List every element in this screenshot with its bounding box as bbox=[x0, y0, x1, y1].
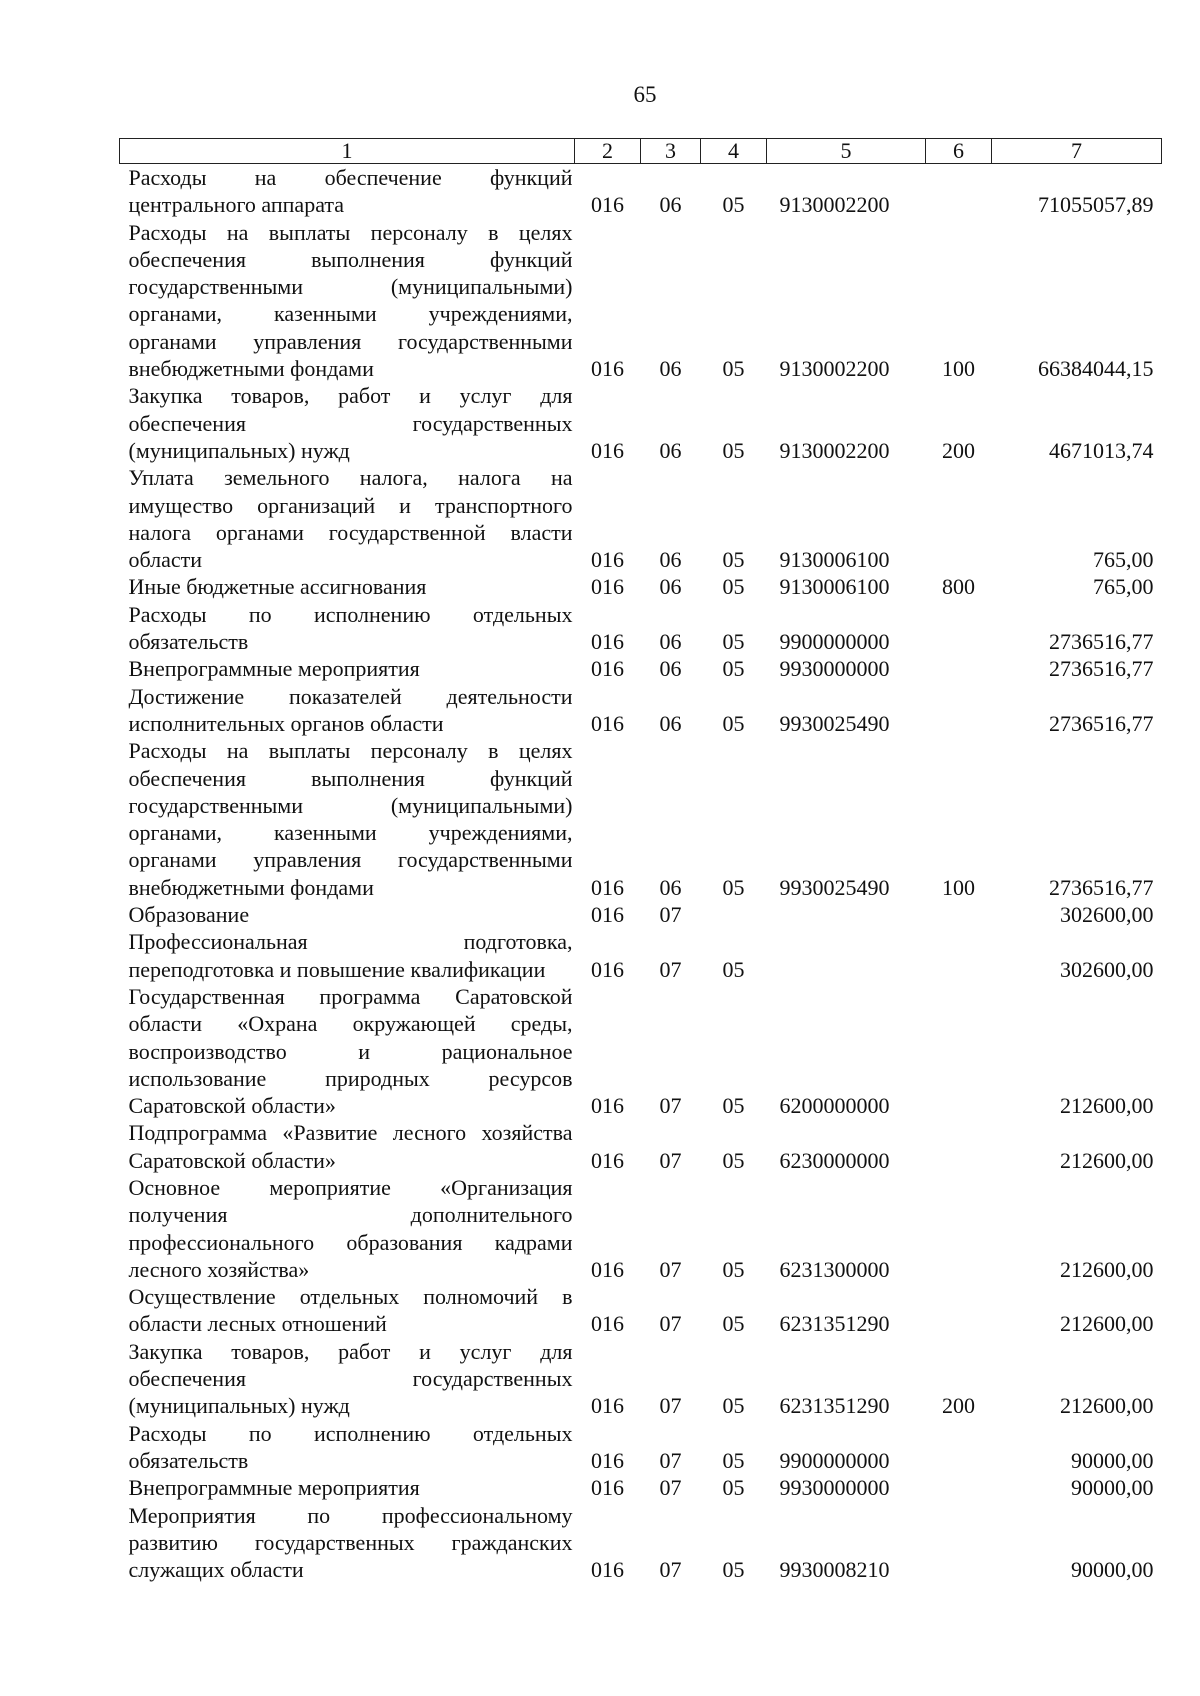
row-code-5: 6231351290 bbox=[779, 1311, 890, 1337]
row-code-2: 016 bbox=[591, 1447, 624, 1473]
row-code-5: 9130002200 bbox=[779, 192, 890, 218]
row-code-2: 016 bbox=[591, 1093, 624, 1119]
row-code-5 bbox=[767, 901, 926, 928]
row-code-2: 016 bbox=[591, 1557, 624, 1583]
budget-table bbox=[119, 138, 1162, 1583]
row-code-4: 05 bbox=[722, 437, 745, 463]
row-code-2: 016 bbox=[591, 574, 624, 600]
row-amount: 302600,00 bbox=[1060, 902, 1154, 928]
row-code-5: 9130002200 bbox=[779, 437, 890, 463]
row-code-3: 07 bbox=[659, 1147, 682, 1173]
table-row bbox=[120, 382, 1162, 464]
header-row bbox=[120, 139, 1162, 164]
row-name: Государственная программа Саратовской области «Охрана окружающей среды, воспроизводство и рациональное использование природных ресурсов Саратовской области» bbox=[128, 983, 573, 1119]
row-code-3: 06 bbox=[659, 656, 682, 682]
row-code-2: 016 bbox=[591, 192, 624, 218]
row-code-6: 200 bbox=[942, 437, 975, 463]
row-code-4: 05 bbox=[722, 356, 745, 382]
row-code-4: 05 bbox=[722, 629, 745, 655]
row-amount: 2736516,77 bbox=[1049, 656, 1154, 682]
table-row bbox=[120, 1420, 1162, 1475]
row-code-6 bbox=[926, 1474, 992, 1501]
row-code-4: 05 bbox=[722, 1147, 745, 1173]
row-code-2: 016 bbox=[591, 629, 624, 655]
row-code-4: 05 bbox=[722, 956, 745, 982]
row-code-5: 6230000000 bbox=[779, 1147, 890, 1173]
row-code-4: 05 bbox=[722, 874, 745, 900]
row-name: Образование bbox=[128, 902, 250, 928]
row-name: Профессиональная подготовка, переподготовка и повышение квалификации bbox=[128, 929, 573, 982]
table-row bbox=[120, 901, 1162, 928]
row-code-6 bbox=[926, 901, 992, 928]
header-col-7: 7 bbox=[992, 139, 1162, 164]
row-code-6 bbox=[926, 1174, 992, 1283]
row-code-2: 016 bbox=[591, 547, 624, 573]
row-amount: 302600,00 bbox=[1060, 956, 1154, 982]
row-name: Подпрограмма «Развитие лесного хозяйства Саратовской области» bbox=[128, 1120, 573, 1173]
row-amount: 2736516,77 bbox=[1049, 710, 1154, 736]
table-row bbox=[120, 1174, 1162, 1283]
row-amount: 2736516,77 bbox=[1049, 874, 1154, 900]
row-amount: 765,00 bbox=[1093, 547, 1154, 573]
row-code-3: 07 bbox=[659, 1311, 682, 1337]
row-code-4: 05 bbox=[722, 1256, 745, 1282]
row-code-3: 06 bbox=[659, 437, 682, 463]
row-code-4: 05 bbox=[722, 1311, 745, 1337]
row-code-6: 100 bbox=[942, 356, 975, 382]
table-body bbox=[120, 164, 1162, 1584]
row-amount: 66384044,15 bbox=[1038, 356, 1154, 382]
row-code-6 bbox=[926, 464, 992, 573]
row-code-5: 6231300000 bbox=[779, 1256, 890, 1282]
row-name: Закупка товаров, работ и услуг для обеспечения государственных (муниципальных) нужд bbox=[128, 1338, 573, 1419]
row-code-2: 016 bbox=[591, 356, 624, 382]
table-row bbox=[120, 1502, 1162, 1584]
row-code-5: 9130006100 bbox=[779, 574, 890, 600]
row-code-4: 05 bbox=[722, 574, 745, 600]
row-code-5: 9130006100 bbox=[779, 547, 890, 573]
header-col-2: 2 bbox=[575, 139, 641, 164]
row-amount: 90000,00 bbox=[1071, 1447, 1154, 1473]
row-name: Основное мероприятие «Организация получения дополнительного профессионального образования кадрами лесного хозяйства» bbox=[128, 1174, 573, 1282]
row-name: Осуществление отдельных полномочий в области лесных отношений bbox=[128, 1284, 573, 1337]
table-row bbox=[120, 1283, 1162, 1338]
row-name: Расходы на выплаты персоналу в целях обеспечения выполнения функций государственными (муниципальными) органами, казенными учреждениями, органами управления государственными внебюджетными фондами bbox=[128, 738, 573, 900]
row-name: Иные бюджетные ассигнования bbox=[128, 574, 427, 600]
row-name: Мероприятия по профессиональному развитию государственных гражданских служащих области bbox=[128, 1502, 573, 1583]
table-row bbox=[120, 1119, 1162, 1174]
row-amount: 765,00 bbox=[1093, 574, 1154, 600]
row-code-5: 9900000000 bbox=[779, 629, 890, 655]
header-col-5: 5 bbox=[767, 139, 926, 164]
row-code-6 bbox=[926, 928, 992, 983]
row-code-4: 05 bbox=[722, 1093, 745, 1119]
header-col-4: 4 bbox=[701, 139, 767, 164]
row-code-4: 05 bbox=[722, 1393, 745, 1419]
row-code-4: 05 bbox=[722, 192, 745, 218]
table-row bbox=[120, 1474, 1162, 1501]
page-number: 65 bbox=[633, 82, 657, 107]
row-code-3: 07 bbox=[659, 1475, 682, 1501]
row-code-3: 07 bbox=[659, 1557, 682, 1583]
table-row bbox=[120, 928, 1162, 983]
row-code-5: 9900000000 bbox=[779, 1447, 890, 1473]
row-code-3: 06 bbox=[659, 574, 682, 600]
header-col-3: 3 bbox=[641, 139, 701, 164]
row-code-4 bbox=[701, 901, 767, 928]
row-code-2: 016 bbox=[591, 1256, 624, 1282]
row-amount: 90000,00 bbox=[1071, 1557, 1154, 1583]
row-code-6 bbox=[926, 601, 992, 656]
row-code-6 bbox=[926, 683, 992, 738]
row-code-3: 06 bbox=[659, 547, 682, 573]
row-name: Расходы на обеспечение функций центрального аппарата bbox=[128, 165, 573, 218]
row-code-3: 07 bbox=[659, 1393, 682, 1419]
row-code-3: 06 bbox=[659, 629, 682, 655]
row-amount: 212600,00 bbox=[1060, 1093, 1154, 1119]
row-code-2: 016 bbox=[591, 956, 624, 982]
row-code-4: 05 bbox=[722, 656, 745, 682]
row-code-3: 07 bbox=[659, 902, 682, 928]
row-code-5: 9930025490 bbox=[779, 710, 890, 736]
row-code-6 bbox=[926, 164, 992, 219]
row-code-2: 016 bbox=[591, 656, 624, 682]
row-name: Внепрограммные мероприятия bbox=[128, 656, 420, 682]
row-code-3: 07 bbox=[659, 956, 682, 982]
row-code-6: 100 bbox=[942, 874, 975, 900]
row-code-6 bbox=[926, 655, 992, 682]
table-row bbox=[120, 1338, 1162, 1420]
row-name: Расходы по исполнению отдельных обязательств bbox=[128, 601, 573, 655]
row-code-3: 06 bbox=[659, 356, 682, 382]
row-amount: 2736516,77 bbox=[1049, 629, 1154, 655]
row-code-6 bbox=[926, 1119, 992, 1174]
row-code-2: 016 bbox=[591, 874, 624, 900]
table-row bbox=[120, 573, 1162, 600]
row-code-2: 016 bbox=[591, 902, 624, 928]
row-code-5: 9130002200 bbox=[779, 356, 890, 382]
row-amount: 212600,00 bbox=[1060, 1311, 1154, 1337]
row-code-3: 07 bbox=[659, 1093, 682, 1119]
row-code-2: 016 bbox=[591, 1147, 624, 1173]
table-row bbox=[120, 464, 1162, 573]
header-col-6: 6 bbox=[926, 139, 992, 164]
row-code-4: 05 bbox=[722, 547, 745, 573]
row-name: Расходы на выплаты персоналу в целях обеспечения выполнения функций государственными (муниципальными) органами, казенными учреждениями, органами управления государственными внебюджетными фондами bbox=[128, 219, 573, 382]
row-amount: 4671013,74 bbox=[1049, 437, 1154, 463]
row-code-2: 016 bbox=[591, 437, 624, 463]
row-code-3: 07 bbox=[659, 1447, 682, 1473]
table-row bbox=[120, 983, 1162, 1119]
row-code-6 bbox=[926, 1420, 992, 1475]
row-code-4: 05 bbox=[722, 1475, 745, 1501]
row-code-3: 07 bbox=[659, 1256, 682, 1282]
row-code-3: 06 bbox=[659, 192, 682, 218]
table-row bbox=[120, 601, 1162, 656]
row-name: Расходы по исполнению отдельных обязательств bbox=[128, 1420, 573, 1473]
table-row bbox=[120, 737, 1162, 901]
row-code-4: 05 bbox=[722, 1557, 745, 1583]
table-row bbox=[120, 164, 1162, 219]
row-amount: 71055057,89 bbox=[1038, 192, 1154, 218]
row-code-4: 05 bbox=[722, 1447, 745, 1473]
row-amount: 212600,00 bbox=[1060, 1147, 1154, 1173]
row-code-6 bbox=[926, 1283, 992, 1338]
row-code-2: 016 bbox=[591, 1311, 624, 1337]
row-code-5: 9930000000 bbox=[779, 1475, 890, 1501]
table-row bbox=[120, 219, 1162, 383]
row-code-5 bbox=[767, 928, 926, 983]
row-amount: 90000,00 bbox=[1071, 1475, 1154, 1501]
row-name: Достижение показателей деятельности исполнительных органов области bbox=[128, 683, 573, 736]
row-name: Закупка товаров, работ и услуг для обеспечения государственных (муниципальных) нужд bbox=[128, 383, 573, 463]
row-code-5: 9930000000 bbox=[779, 656, 890, 682]
table-row bbox=[120, 655, 1162, 682]
row-code-5: 6231351290 bbox=[779, 1393, 890, 1419]
row-amount: 212600,00 bbox=[1060, 1393, 1154, 1419]
row-code-6 bbox=[926, 983, 992, 1119]
table-header bbox=[120, 139, 1162, 164]
row-code-2: 016 bbox=[591, 710, 624, 736]
row-amount: 212600,00 bbox=[1060, 1256, 1154, 1282]
row-code-5: 9930025490 bbox=[779, 874, 890, 900]
row-code-6: 800 bbox=[942, 574, 975, 600]
row-code-4: 05 bbox=[722, 710, 745, 736]
row-code-5: 9930008210 bbox=[779, 1557, 890, 1583]
row-code-3: 06 bbox=[659, 874, 682, 900]
row-code-6: 200 bbox=[942, 1393, 975, 1419]
row-code-3: 06 bbox=[659, 710, 682, 736]
row-code-2: 016 bbox=[591, 1475, 624, 1501]
row-code-5: 6200000000 bbox=[779, 1093, 890, 1119]
row-code-2: 016 bbox=[591, 1393, 624, 1419]
header-col-1: 1 bbox=[120, 139, 575, 164]
table-row bbox=[120, 683, 1162, 738]
row-name: Уплата земельного налога, налога на имущество организаций и транспортного налога органами государственной власти области bbox=[128, 465, 573, 573]
row-code-6 bbox=[926, 1502, 992, 1584]
row-name: Внепрограммные мероприятия bbox=[128, 1475, 420, 1501]
